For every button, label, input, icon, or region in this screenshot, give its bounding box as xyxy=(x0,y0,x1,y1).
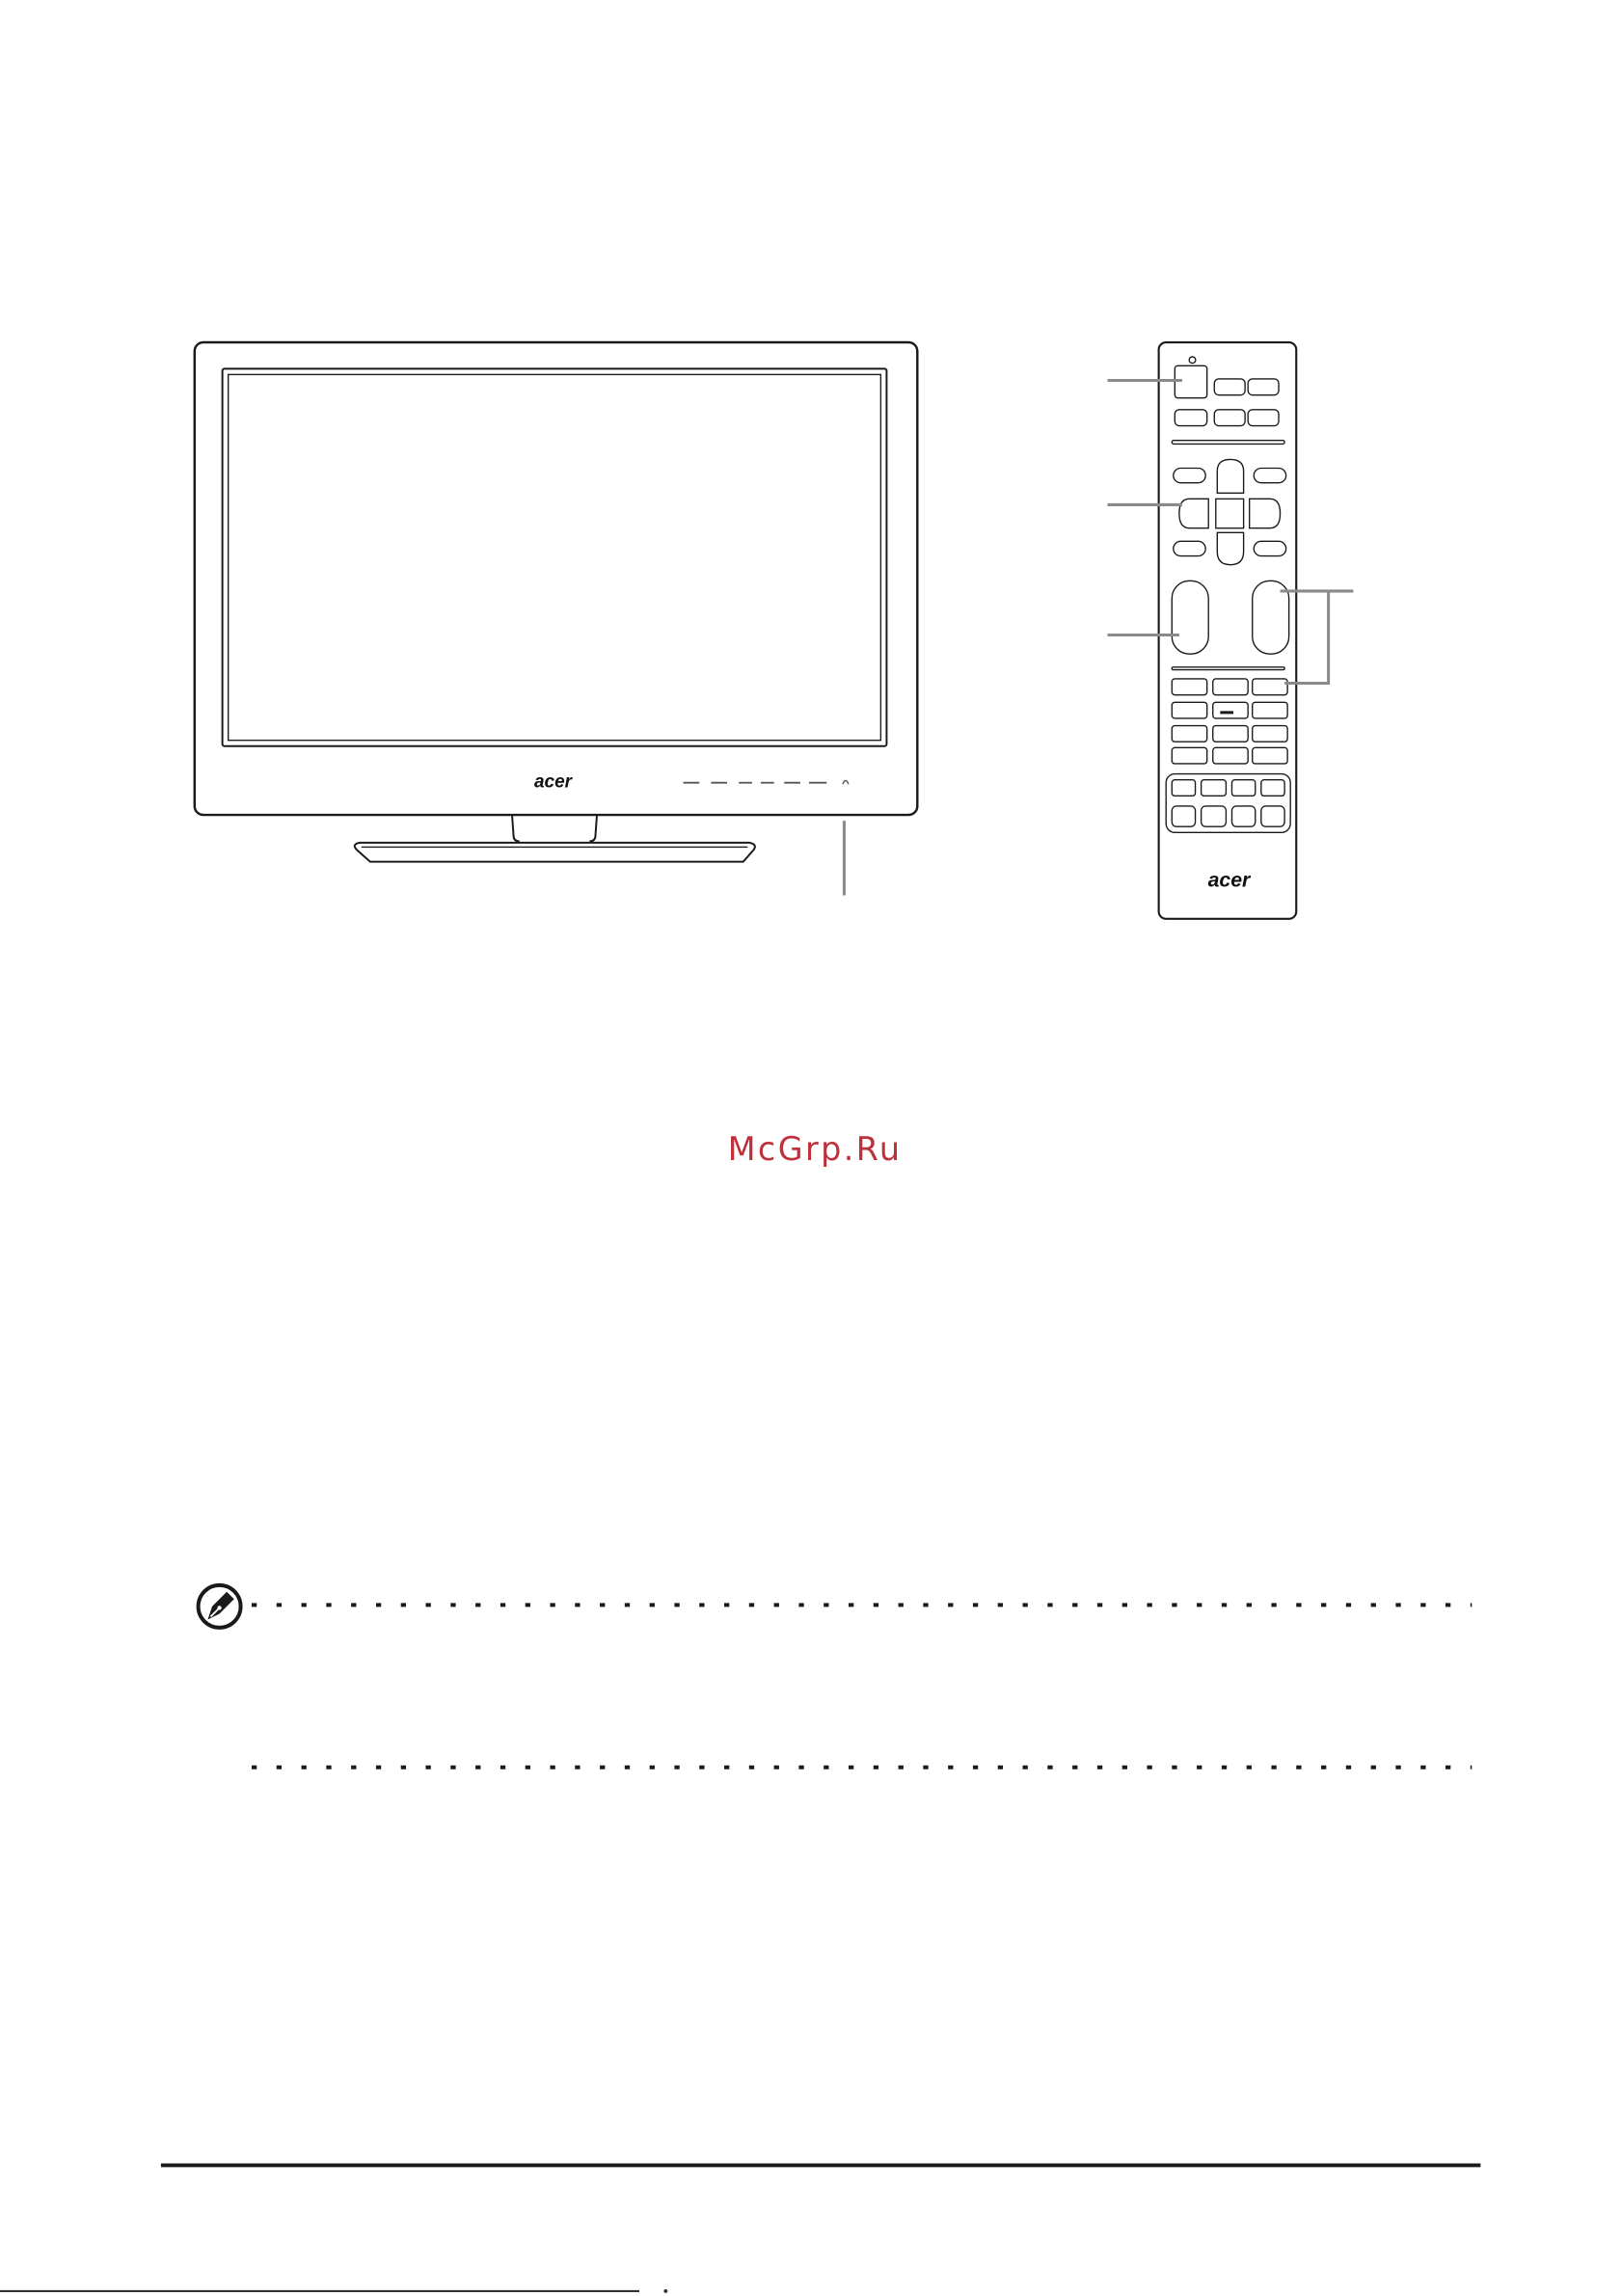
tv-screen xyxy=(229,374,881,740)
tv-stand-neck xyxy=(512,815,597,841)
remote-function-button xyxy=(1202,780,1227,797)
tv-power-indicator xyxy=(843,780,849,784)
remote-number-button xyxy=(1213,679,1248,695)
remote-led-icon xyxy=(1189,357,1196,364)
remote-nav-side-button xyxy=(1174,541,1205,555)
remote-number-button xyxy=(1253,679,1287,695)
remote-function-button xyxy=(1202,806,1227,826)
tv-stand-base xyxy=(355,843,755,862)
remote-function-button xyxy=(1172,806,1195,826)
remote-function-buttons xyxy=(1166,774,1290,833)
tv-outer-frame xyxy=(195,342,917,815)
watermark: McGrp.Ru xyxy=(727,1130,903,1169)
remote-dash-mark xyxy=(1220,711,1233,714)
remote-top-button xyxy=(1248,379,1279,395)
page-bottom-edge-dot xyxy=(663,2289,667,2293)
remote-right-button xyxy=(1250,499,1281,527)
remote-logo: acer xyxy=(1207,868,1251,892)
remote-function-button xyxy=(1231,780,1255,797)
remote-channel-bracket-callout xyxy=(1284,591,1329,684)
remote-top-button xyxy=(1248,410,1279,426)
remote-top-button xyxy=(1214,379,1245,395)
tv-illustration xyxy=(195,342,917,896)
remote-number-button xyxy=(1172,747,1206,764)
tv-front-panel-buttons xyxy=(684,780,849,784)
note-pen-icon xyxy=(199,1585,241,1628)
remote-number-pad xyxy=(1172,679,1287,764)
remote-up-button xyxy=(1217,459,1243,493)
remote-down-button xyxy=(1217,532,1243,564)
remote-top-button xyxy=(1214,410,1245,426)
remote-top-button xyxy=(1175,410,1206,426)
remote-number-button xyxy=(1253,747,1287,764)
remote-function-button xyxy=(1261,806,1284,826)
remote-function-button xyxy=(1231,806,1255,826)
note-block xyxy=(199,1585,1472,1768)
remote-number-button xyxy=(1253,726,1287,743)
remote-illustration xyxy=(1108,342,1354,919)
remote-navigation-cluster xyxy=(1174,459,1286,564)
remote-number-button xyxy=(1213,702,1248,718)
remote-separator xyxy=(1172,441,1284,445)
remote-nav-side-button xyxy=(1254,469,1285,483)
tv-stand xyxy=(355,815,755,862)
tv-screen-outer-edge xyxy=(223,368,887,745)
remote-volume-rocker xyxy=(1172,581,1208,654)
remote-left-button xyxy=(1179,499,1208,527)
remote-nav-side-button xyxy=(1174,469,1205,483)
remote-nav-side-button xyxy=(1254,541,1285,555)
remote-number-button xyxy=(1172,679,1206,695)
remote-number-button xyxy=(1253,702,1287,718)
remote-number-button xyxy=(1213,747,1248,764)
tv-logo: acer xyxy=(534,771,573,793)
remote-number-button xyxy=(1213,726,1248,743)
remote-function-button xyxy=(1261,780,1284,797)
remote-separator xyxy=(1172,667,1284,670)
remote-number-button xyxy=(1172,702,1206,718)
remote-number-button xyxy=(1172,726,1206,743)
remote-function-button xyxy=(1172,780,1195,797)
remote-ok-button xyxy=(1216,499,1244,527)
